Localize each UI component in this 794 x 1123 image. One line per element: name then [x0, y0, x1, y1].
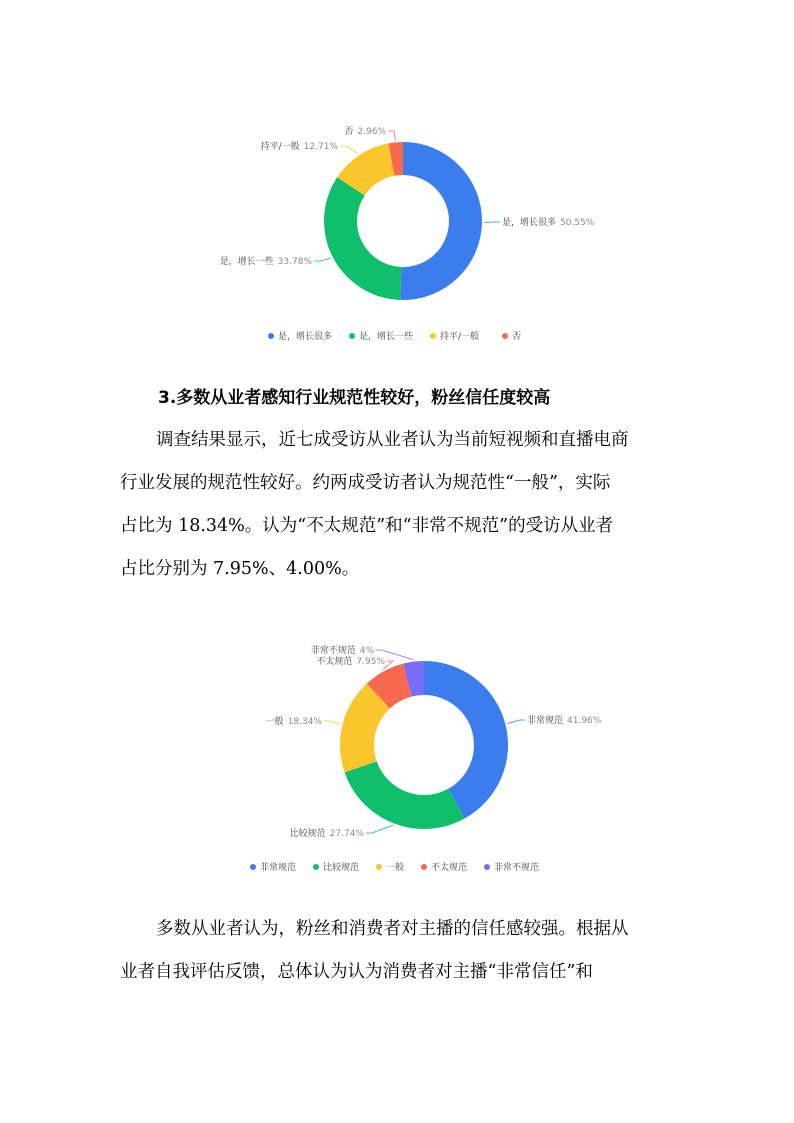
- donut-chart-normativity: [0, 630, 794, 890]
- slice-label-category: 非常不规范: [310, 646, 356, 656]
- legend-item[interactable]: [421, 861, 467, 873]
- legend-item[interactable]: [313, 861, 359, 873]
- slice-label: [220, 255, 313, 267]
- legend-item[interactable]: [430, 330, 479, 342]
- leader-line: [388, 131, 395, 140]
- legend-marker: [376, 864, 382, 870]
- slice-label-category: 是，增长一些: [219, 257, 274, 267]
- slice-label: [290, 827, 365, 839]
- donut-slice: [400, 142, 482, 300]
- paragraph-line: 占比为 18.34%。认为“不太规范”和“非常不规范”的受访从业者: [120, 516, 614, 536]
- donut-chart-growth: [0, 100, 794, 360]
- donut-slice: [345, 761, 465, 829]
- paragraph-normativity: [120, 419, 680, 591]
- slice-label-category: 不太规范: [316, 657, 353, 667]
- slice-label-value: 18.34%: [287, 717, 322, 727]
- legend-marker: [502, 333, 508, 339]
- legend-item[interactable]: [484, 861, 539, 873]
- leader-line: [366, 825, 393, 833]
- legend-marker: [421, 864, 427, 870]
- legend-label: 否: [512, 332, 522, 342]
- legend-label: 一般: [386, 863, 405, 873]
- paragraph-line: 行业发展的规范性较好。约两成受访者认为规范性“一般”，实际: [120, 473, 611, 493]
- slice-label: [266, 715, 323, 727]
- slice-label-value: 33.78%: [277, 257, 312, 267]
- legend-marker: [313, 864, 319, 870]
- legend-item[interactable]: [502, 331, 521, 342]
- slice-label: [502, 216, 595, 228]
- slice-label: [261, 140, 339, 152]
- slice-label: [311, 644, 375, 656]
- slice-label-category: 一般: [265, 717, 284, 727]
- section-heading: 3.多数从业者感知行业规范性较好，粉丝信任度较高: [158, 388, 551, 408]
- slice-label-value: 12.71%: [303, 142, 338, 152]
- legend-label: 非常不规范: [494, 863, 540, 873]
- legend-item[interactable]: [250, 861, 296, 873]
- slice-label-value: 4%: [359, 646, 374, 656]
- slice-label-category: 是，增长很多: [502, 218, 557, 228]
- slice-label: [527, 714, 602, 726]
- slice-label-value: 50.55%: [560, 218, 595, 228]
- slice-label: [316, 655, 385, 667]
- legend-marker: [430, 333, 436, 339]
- legend-label: 不太规范: [431, 863, 468, 873]
- legend-marker: [349, 333, 355, 339]
- slice-label-category: 否: [344, 127, 354, 137]
- paragraph-trust: [120, 908, 680, 994]
- paragraph-line: 多数从业者认为，粉丝和消费者对主播的信任感较强。根据从: [156, 919, 629, 939]
- donut-slice: [324, 177, 401, 300]
- leader-line: [324, 721, 341, 724]
- slice-label-value: 41.96%: [567, 716, 602, 726]
- legend-item[interactable]: [268, 330, 332, 342]
- legend-marker: [268, 333, 274, 339]
- legend-item[interactable]: [376, 861, 404, 873]
- slice-label-category: 持平/一般: [260, 142, 300, 152]
- slice-label-category: 比较规范: [289, 829, 326, 839]
- legend-label: 是，增长一些: [359, 332, 414, 342]
- legend-label: 比较规范: [323, 863, 360, 873]
- legend-label: 持平/一般: [440, 332, 480, 342]
- legend-marker: [250, 864, 256, 870]
- leader-line: [507, 720, 525, 724]
- slice-label-value: 7.95%: [356, 657, 385, 667]
- slice-label-value: 27.74%: [329, 829, 364, 839]
- slice-label: [344, 126, 386, 137]
- slice-label-category: 非常规范: [527, 716, 564, 726]
- leader-line: [340, 146, 358, 153]
- paragraph-line: 占比分别为 7.95%、4.00%。: [120, 559, 360, 579]
- leader-line: [314, 258, 331, 261]
- legend-item[interactable]: [349, 330, 413, 342]
- paragraph-line: 业者自我评估反馈，总体认为认为消费者对主播“非常信任”和: [120, 962, 593, 982]
- legend-label: 是，增长很多: [278, 332, 333, 342]
- legend-label: 非常规范: [260, 863, 297, 873]
- paragraph-line: 调查结果显示，近七成受访从业者认为当前短视频和直播电商: [156, 430, 629, 450]
- slice-label-value: 2.96%: [357, 127, 386, 137]
- legend-marker: [484, 864, 490, 870]
